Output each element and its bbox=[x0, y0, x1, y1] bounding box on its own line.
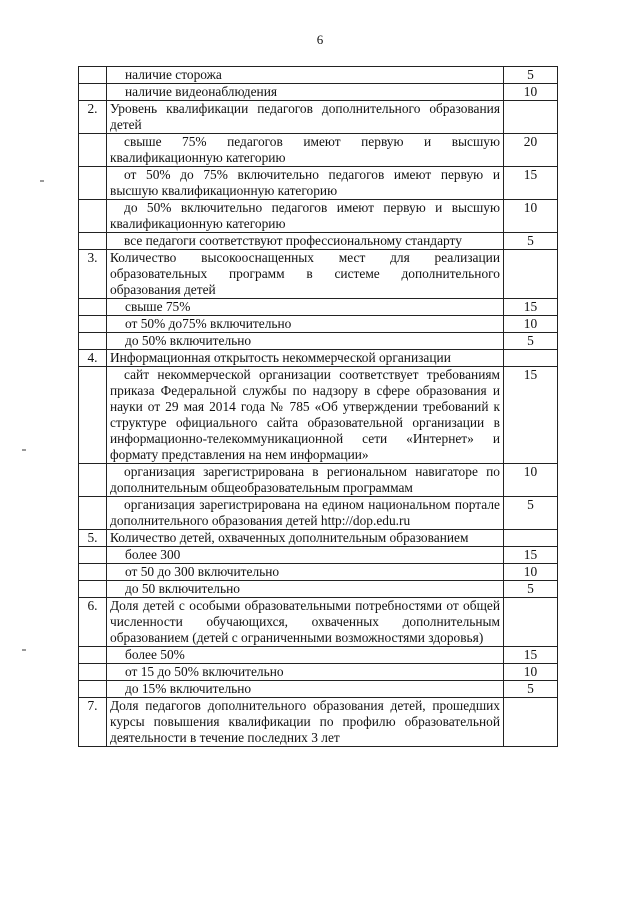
score-value: 20 bbox=[504, 134, 558, 167]
sub-criterion-text: все педагоги соответствуют профессиональному стандарту bbox=[107, 233, 504, 250]
sub-criterion-row bbox=[79, 333, 558, 350]
score-value: 15 bbox=[504, 547, 558, 564]
row-number bbox=[79, 67, 107, 84]
row-number bbox=[79, 233, 107, 250]
score-value: 10 bbox=[504, 464, 558, 497]
row-number bbox=[79, 647, 107, 664]
sub-criterion-text: наличие видеонаблюдения bbox=[107, 84, 504, 101]
row-number bbox=[79, 497, 107, 530]
sub-criterion-row bbox=[79, 681, 558, 698]
criteria-table-body bbox=[79, 67, 558, 747]
row-number bbox=[79, 299, 107, 316]
score-value: 5 bbox=[504, 333, 558, 350]
criterion-row bbox=[79, 530, 558, 547]
criterion-title: Доля детей с особыми образовательными потребностями от общей численности обучающихся, охваченных дополнительным образованием (детей с ограниченными возможностями здоровья) bbox=[107, 598, 504, 647]
row-number: 5. bbox=[79, 530, 107, 547]
score-value: 15 bbox=[504, 647, 558, 664]
score-value: 10 bbox=[504, 316, 558, 333]
sub-criterion-row bbox=[79, 464, 558, 497]
sub-criterion-text: до 50% включительно bbox=[107, 333, 504, 350]
sub-criterion-text: от 15 до 50% включительно bbox=[107, 664, 504, 681]
sub-criterion-row bbox=[79, 581, 558, 598]
row-number: 7. bbox=[79, 698, 107, 747]
criterion-row bbox=[79, 250, 558, 299]
sub-criterion-text: наличие сторожа bbox=[107, 67, 504, 84]
row-number bbox=[79, 581, 107, 598]
scan-artifact bbox=[22, 449, 26, 451]
score-value bbox=[504, 101, 558, 134]
sub-criterion-row bbox=[79, 134, 558, 167]
score-value: 5 bbox=[504, 67, 558, 84]
score-value bbox=[504, 530, 558, 547]
score-value: 5 bbox=[504, 497, 558, 530]
score-value bbox=[504, 698, 558, 747]
sub-criterion-row bbox=[79, 367, 558, 464]
row-number: 3. bbox=[79, 250, 107, 299]
page-number: 6 bbox=[316, 32, 324, 47]
criterion-row bbox=[79, 350, 558, 367]
score-value: 5 bbox=[504, 681, 558, 698]
score-value bbox=[504, 350, 558, 367]
row-number bbox=[79, 134, 107, 167]
sub-criterion-text: более 50% bbox=[107, 647, 504, 664]
row-number bbox=[79, 367, 107, 464]
sub-criterion-row bbox=[79, 664, 558, 681]
sub-criterion-text: свыше 75% bbox=[107, 299, 504, 316]
criterion-title: Доля педагогов дополнительного образования детей, прошедших курсы повышения квалификации по профилю образовательной деятельности в течение последних 3 лет bbox=[107, 698, 504, 747]
row-number: 2. bbox=[79, 101, 107, 134]
sub-criterion-row bbox=[79, 547, 558, 564]
row-number bbox=[79, 664, 107, 681]
sub-criterion-text: от 50% до 75% включительно педагогов имеют первую и высшую квалификационную категорию bbox=[107, 167, 504, 200]
score-value: 5 bbox=[504, 233, 558, 250]
sub-criterion-text: организация зарегистрирована на едином национальном портале дополнительного образования детей http://dop.edu.ru bbox=[107, 497, 504, 530]
sub-criterion-text: более 300 bbox=[107, 547, 504, 564]
scan-artifact bbox=[40, 180, 44, 182]
criterion-row bbox=[79, 101, 558, 134]
sub-criterion-text: до 50 включительно bbox=[107, 581, 504, 598]
score-value: 15 bbox=[504, 299, 558, 316]
row-number bbox=[79, 200, 107, 233]
row-number bbox=[79, 564, 107, 581]
score-value bbox=[504, 598, 558, 647]
row-number bbox=[79, 333, 107, 350]
sub-criterion-row bbox=[79, 647, 558, 664]
criterion-title: Уровень квалификации педагогов дополнительного образования детей bbox=[107, 101, 504, 134]
scan-artifact bbox=[22, 649, 26, 651]
criterion-row bbox=[79, 598, 558, 647]
score-value: 10 bbox=[504, 200, 558, 233]
score-value: 10 bbox=[504, 564, 558, 581]
row-number bbox=[79, 464, 107, 497]
sub-criterion-row bbox=[79, 67, 558, 84]
sub-criterion-text: свыше 75% педагогов имеют первую и высшую квалификационную категорию bbox=[107, 134, 504, 167]
criterion-title: Информационная открытость некоммерческой организации bbox=[107, 350, 504, 367]
score-value: 15 bbox=[504, 367, 558, 464]
sub-criterion-text: от 50% до75% включительно bbox=[107, 316, 504, 333]
sub-criterion-text: от 50 до 300 включительно bbox=[107, 564, 504, 581]
sub-criterion-row bbox=[79, 84, 558, 101]
sub-criterion-row bbox=[79, 299, 558, 316]
criterion-title: Количество детей, охваченных дополнительным образованием bbox=[107, 530, 504, 547]
row-number bbox=[79, 167, 107, 200]
sub-criterion-text: до 50% включительно педагогов имеют первую и высшую квалификационную категорию bbox=[107, 200, 504, 233]
sub-criterion-row bbox=[79, 200, 558, 233]
row-number bbox=[79, 681, 107, 698]
row-number bbox=[79, 84, 107, 101]
sub-criterion-row bbox=[79, 316, 558, 333]
sub-criterion-text: сайт некоммерческой организации соответствует требованиям приказа Федеральной службы по надзору в сфере образования и науки от 29 мая 2014 года № 785 «Об утверждении требований к структуре официального сайта образовательной организации в информационно-телекоммуникационной сети «Интернет» и формату представления на нем информации» bbox=[107, 367, 504, 464]
sub-criterion-row bbox=[79, 233, 558, 250]
row-number: 6. bbox=[79, 598, 107, 647]
sub-criterion-row bbox=[79, 167, 558, 200]
row-number bbox=[79, 547, 107, 564]
score-value: 10 bbox=[504, 84, 558, 101]
sub-criterion-row bbox=[79, 497, 558, 530]
score-value bbox=[504, 250, 558, 299]
row-number bbox=[79, 316, 107, 333]
criterion-row bbox=[79, 698, 558, 747]
sub-criterion-row bbox=[79, 564, 558, 581]
criterion-title: Количество высокооснащенных мест для реализации образовательных программ в системе дополнительного образования детей bbox=[107, 250, 504, 299]
criteria-table bbox=[78, 66, 558, 747]
row-number: 4. bbox=[79, 350, 107, 367]
score-value: 15 bbox=[504, 167, 558, 200]
sub-criterion-text: организация зарегистрирована в региональном навигаторе по дополнительным общеобразовательным программам bbox=[107, 464, 504, 497]
score-value: 10 bbox=[504, 664, 558, 681]
sub-criterion-text: до 15% включительно bbox=[107, 681, 504, 698]
score-value: 5 bbox=[504, 581, 558, 598]
